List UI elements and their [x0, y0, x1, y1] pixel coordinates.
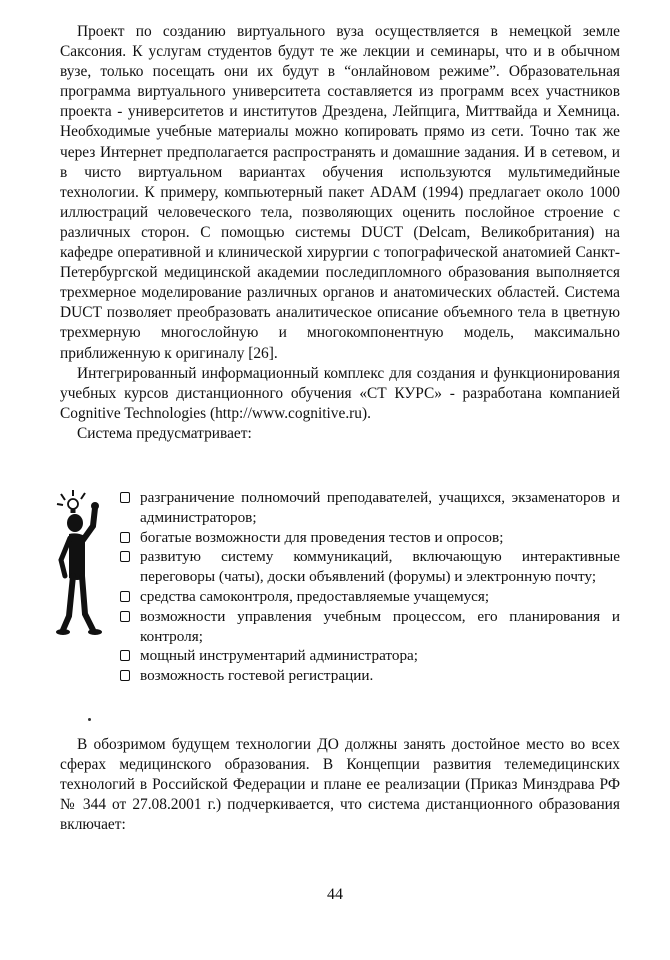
checkbox-square-icon	[120, 551, 130, 562]
list-item-text: средства самоконтроля, предоставляемые учащемуся;	[140, 587, 490, 605]
checkbox-square-icon	[120, 670, 130, 681]
paragraph-distance-education: В обозримом будущем технологии ДО должны занять достойное место во всех сферах медицинского образования. В Концепции развития телемедицинских технологий в Российской Федерации и плане ее реализации (Приказ Минздрава РФ № 344 от 27.08.2001 г.) подчеркивается, что система дистанционного образования включает:	[60, 736, 620, 834]
checkbox-square-icon	[120, 591, 130, 602]
list-item	[120, 587, 620, 607]
list-item-text: богатые возможности для проведения тестов и опросов;	[140, 528, 504, 546]
list-item	[120, 547, 620, 587]
list-item-text: развитую систему коммуникаций, включающую интерактивные переговоры (чаты), доски объявлений (форумы) и электронную почту;	[140, 548, 620, 586]
list-item-text: разграничение полномочий преподавателей, учащихся, экзаменаторов и администраторов;	[140, 489, 620, 526]
thinking-person-icon	[55, 488, 117, 643]
list-item	[120, 646, 620, 666]
checkbox-square-icon	[120, 492, 130, 503]
feature-list	[120, 488, 620, 686]
list-item	[120, 528, 620, 548]
paragraph-system-provides: Система предусматривает:	[77, 424, 252, 442]
page-number: 44	[327, 886, 343, 903]
list-item-text: мощный инструментарий администратора;	[140, 647, 419, 665]
list-item	[120, 607, 620, 647]
scan-dot	[88, 718, 91, 721]
text-block-top	[60, 22, 620, 444]
checkbox-square-icon	[120, 650, 130, 661]
list-item	[120, 488, 620, 528]
list-item	[120, 666, 620, 686]
paragraph-st-kurs: Интегрированный информационный комплекс для создания и функционирования учебных курсов дистанционного обучения «СТ КУРС» - разработана компанией Cognitive Technologies (http://www.cognitive.ru).	[60, 364, 620, 422]
text-block-bottom	[60, 735, 620, 835]
feature-list-area	[55, 488, 620, 718]
checkbox-square-icon	[120, 532, 130, 543]
list-item-text: возможность гостевой регистрации.	[140, 667, 374, 685]
paragraph-virtual-university: Проект по созданию виртуального вуза осуществляется в немецкой земле Саксония. К услугам студентов будут те же лекции и семинары, что и в обычном вузе, только посещать они их будут в “онлайновом режиме”. Образовательная программа виртуального университета составляется из программ всех участников проекта - университетов и институтов Дрездена, Лейпцига, Миттвайда и Хемница. Необходимые учебные материалы можно копировать прямо из сети. Точно так же через Интернет предполагается распространять и домашние задания. И в сетевом, и в чисто виртуальном вариантах обучения используются мультимедийные технологии. К примеру, компьютерный пакет ADAM (1994) предлагает около 1000 иллюстраций человеческого тела, позволяющих оценить послойное строение с различных сторон. С помощью системы DUCT (Delcam, Великобритания) на кафедре оперативной и клинической хирургии с топографической анатомией Санкт-Петербургской медицинской академии последипломного образования выполняется трехмерное моделирование различных органов и анатомических областей. Система DUCT позволяет преобразовать аналитическое описание объемного тела в цветную трехмерную многослойную и многокомпонентную модель, максимально приближенную к оригиналу [26].	[60, 23, 620, 362]
checkbox-square-icon	[120, 611, 130, 622]
list-item-text: возможности управления учебным процессом, его планирования и контроля;	[140, 607, 620, 645]
